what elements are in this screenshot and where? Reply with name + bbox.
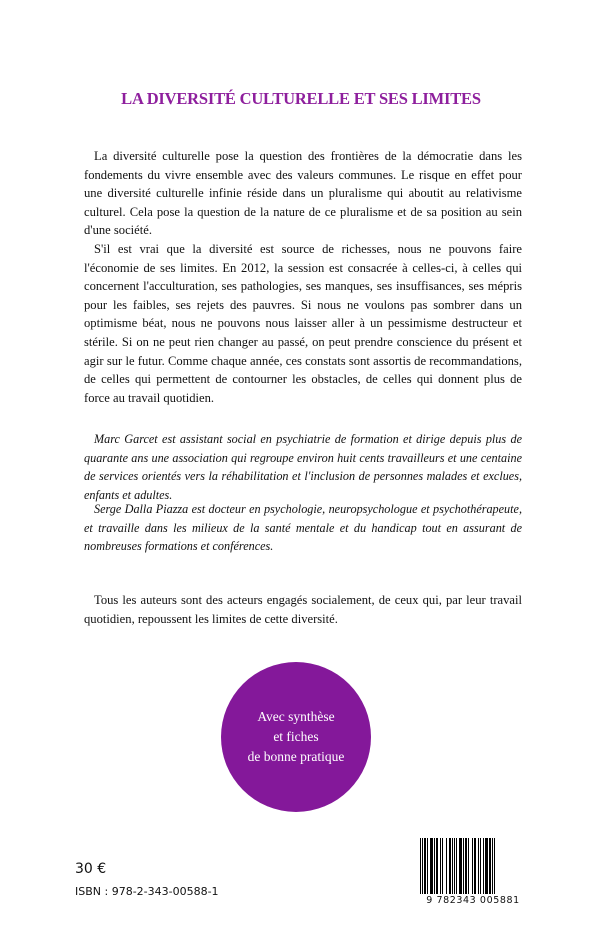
- closing-paragraph: Tous les auteurs sont des acteurs engagés socialement, de ceux qui, par leur travail quotidien, repoussent les limites de cette diversité.: [84, 593, 522, 626]
- badge-line-2: et fiches: [273, 729, 319, 744]
- barcode: [420, 838, 526, 908]
- badge-line-3: de bonne pratique: [247, 749, 345, 764]
- barcode-bars: [420, 838, 526, 894]
- synthesis-badge: [221, 662, 371, 812]
- description-paragraph-1: La diversité culturelle pose la question des frontières de la démocratie dans les fondements du vivre ensemble avec des valeurs communes. Le risque en effet pour une diversité culturelle infinie réside dans un pluralisme qui aboutit au relativisme culturel. Cela pose la question de la nature de ce pluralisme et de sa position au sein d'une société.: [84, 149, 522, 238]
- price: 30 €: [75, 861, 107, 877]
- author-bio-serge-dalla-piazza: Serge Dalla Piazza est docteur en psychologie, neuropsychologue et psychothérapeute, et travaille dans les milieux de la santé mentale et du handicap tout en assurant de nombreuses formations et conférences.: [84, 502, 522, 554]
- author-bio-marc-garcet: Marc Garcet est assistant social en psychiatrie de formation et dirige depuis plus de quarante ans une association qui regroupe environ huit cents travailleurs et une centaine de services orientés vers la réhabilitation et l'inclusion de personnes malades et exclues, enfants et adultes.: [84, 432, 522, 502]
- isbn: ISBN : 978-2-343-00588-1: [75, 885, 219, 898]
- description-paragraph-2: S'il est vrai que la diversité est source de richesses, nous ne pouvons faire l'économie de ses limites. En 2012, la session est consacrée à celles-ci, à celles qui concernent l'acculturation, ses pathologies, ses manques, ses insuffisances, ses mépris pour les faibles, ses rejets des pauvres. Si nous ne voulons pas sombrer dans un optimisme béat, nous ne pouvons nous laisser aller à un pessimisme destructeur et stérile. Si on ne peut rien changer au passé, on peut prendre conscience du présent et agir sur le futur. Comme chaque année, ces constats sont assortis de recommandations, de celles qui permettent de contourner les obstacles, de celles qui donnent plus de force au travail quotidien.: [84, 242, 522, 405]
- book-title: LA DIVERSITÉ CULTURELLE ET SES LIMITES: [121, 89, 481, 108]
- badge-line-1: Avec synthèse: [257, 709, 335, 724]
- barcode-number: 9 782343 005881: [426, 895, 520, 906]
